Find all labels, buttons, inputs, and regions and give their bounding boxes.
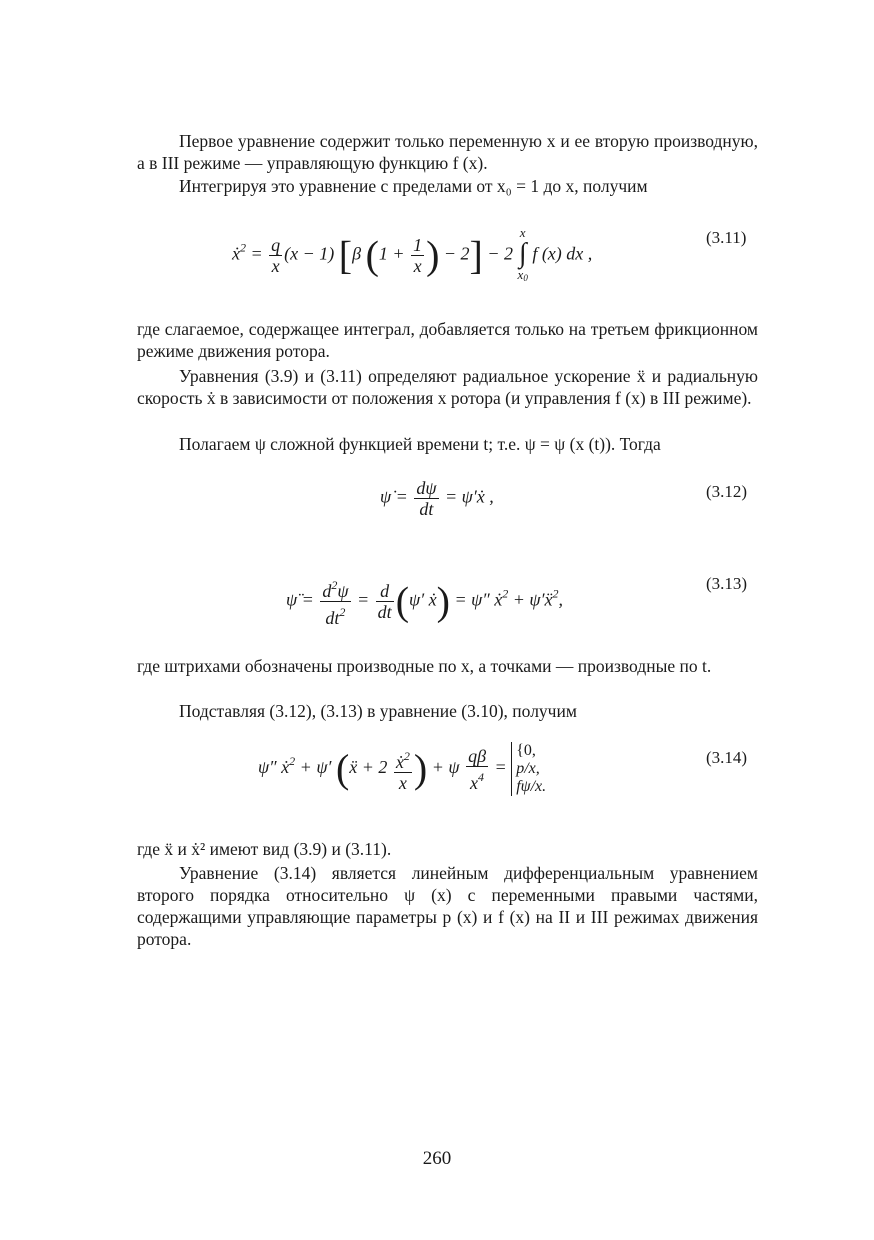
equation-3-14: ψ″ ẋ$^2$ + ψ′ (ẍ + 2 $\frac{ẋ^2}{x}$ ) + ψ $\frac{q\beta}{x^4}$ = {0, p/x, fψ/x. — [258, 742, 547, 795]
page-number: 260 — [422, 1148, 452, 1169]
equation-number-3-13: (3.13) — [706, 574, 748, 593]
paragraph-5: Полагаем ψ сложной функцией времени t; т.е. ψ = ψ (x (t)). Тогда — [179, 434, 661, 454]
equation-number-3-11: (3.11) — [706, 228, 747, 247]
paragraph-7: Подставляя (3.12), (3.13) в уравнение (3.10), получим — [179, 701, 577, 721]
paragraph-1: Первое уравнение содержит только переменную x и ее вторую производную, а в III режиме — управляющую функцию f (x). — [137, 131, 758, 173]
paragraph-9: Уравнение (3.14) является линейным дифференциальным уравнением второго порядка относительно ψ (x) с переменными правыми частями, содержащими управляющие параметры p (x) и f (x) на II и III режимах движения ротора. — [137, 863, 758, 949]
equation-3-11: ẋ$^2$ = $\frac{q}{x}$ (x − 1) [β (1 + $\frac{1}{x}$ ) − 2] − 2 x ∫ $x_0$ f (x) dx , — [232, 225, 593, 283]
equation-3-12: ψ̇ = $\frac{d\psi}{dt}$ = ψ′ẋ , — [380, 478, 494, 519]
paragraph-8: где ẍ и ẋ² имеют вид (3.9) и (3.11). — [137, 839, 392, 859]
paragraph-4: Уравнения (3.9) и (3.11) определяют радиальное ускорение ẍ и радиальную скорость ẋ в зависимости от положения x ротора (и управления f (x) в III режиме). — [137, 366, 758, 408]
equation-3-13: ψ̈ = $\frac{d^2\psi}{dt^2}$ = $\frac{d}{dt}$ (ψ′ ẋ) = ψ″ ẋ$^2$ + ψ′ẍ$^2$, — [286, 575, 563, 628]
equation-number-3-12: (3.12) — [706, 482, 748, 501]
equation-number-3-14: (3.14) — [706, 748, 748, 767]
paragraph-3: где слагаемое, содержащее интеграл, добавляется только на третьем фрикционном режиме движения ротора. — [137, 319, 758, 361]
paragraph-6: где штрихами обозначены производные по x, а точками — производные по t. — [137, 656, 712, 676]
paragraph-2: Интегрируя это уравнение с пределами от x₀ = 1 до x, получим — [179, 176, 648, 196]
